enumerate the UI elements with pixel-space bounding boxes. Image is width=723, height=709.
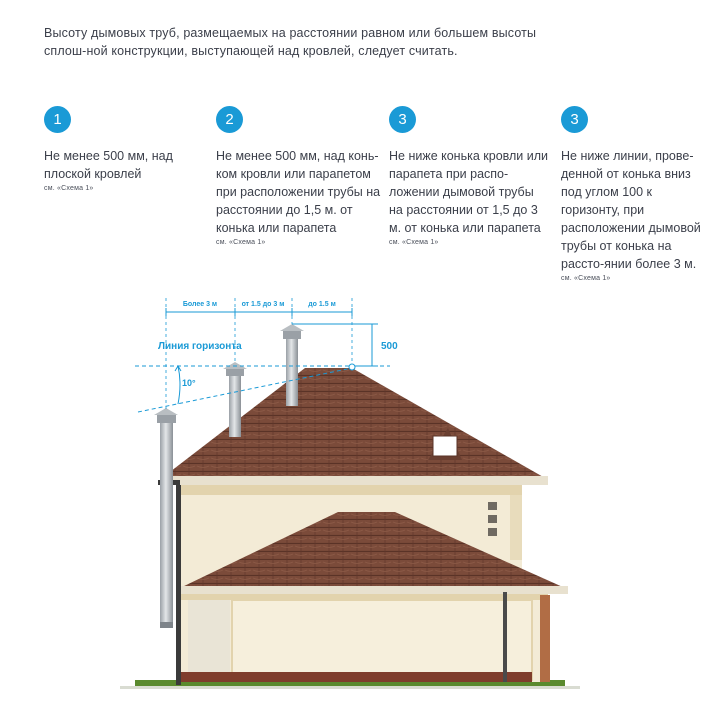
rule-4 xyxy=(561,106,713,282)
dimension-label-1-5-3: от 1.5 до 3 м xyxy=(241,301,285,308)
chimney-cap xyxy=(280,324,304,331)
rule-number-badge: 3 xyxy=(389,106,416,133)
window xyxy=(488,502,497,510)
window xyxy=(488,528,497,536)
chimney-height-diagram xyxy=(0,280,723,709)
lower-roof-eave xyxy=(178,586,568,594)
dimension-label-to-1-5: до 1.5 м xyxy=(308,301,336,308)
rule-reference: см. «Схема 1» xyxy=(216,239,266,246)
rule-2 xyxy=(216,106,386,246)
chimney-cap xyxy=(154,408,178,415)
rule-reference: см. «Схема 1» xyxy=(44,185,94,192)
angle-arc xyxy=(178,366,180,404)
rule-number-badge: 2 xyxy=(216,106,243,133)
rule-text: Не менее 500 мм, над плоской кровлей xyxy=(44,149,173,181)
chimney-right xyxy=(286,338,298,406)
upper-roof xyxy=(162,368,545,478)
porch-post xyxy=(540,595,550,682)
rule-1 xyxy=(44,106,214,192)
downpipe xyxy=(503,592,507,682)
downpipe xyxy=(176,485,181,685)
rule-number-badge: 1 xyxy=(44,106,71,133)
rule-number-badge: 3 xyxy=(561,106,588,133)
rule-text: Не ниже конька кровли или парапета при распо-ложении дымовой трубы на расстоянии от 1,5 до 3 м. от конька или парапета xyxy=(389,149,549,235)
ridge-point xyxy=(349,364,355,370)
angle-label: 10° xyxy=(182,378,196,388)
rule-reference: см. «Схема 1» xyxy=(561,275,611,282)
rule-text: Не ниже линии, прове-денной от конька вниз под углом 100 к горизонту, при расположении дымовой трубы от конька на рассто-янии более 3 м. xyxy=(561,149,701,271)
intro-text: Высоту дымовых труб, размещаемых на расстоянии равном или большем высоты сплош-ной конструкции, выступающей над кровлей, следует считать. xyxy=(44,26,537,58)
dimension-label-more-3: Более 3 м xyxy=(182,301,218,308)
ground-line xyxy=(120,686,580,689)
rule-text: Не менее 500 мм, над конь-ком кровли или парапетом при расположении трубы на расстоянии до 1,5 м. от конька или парапета xyxy=(216,149,381,235)
dormer-window xyxy=(433,436,457,456)
brick-plinth xyxy=(232,672,532,682)
rule-3 xyxy=(389,106,551,246)
horizon-label: Линия горизонта xyxy=(158,341,242,352)
chimney-left xyxy=(160,422,173,622)
chimney-middle xyxy=(229,375,241,437)
window xyxy=(488,515,497,523)
height-label: 500 xyxy=(381,341,398,352)
rule-reference: см. «Схема 1» xyxy=(389,239,439,246)
upper-roof-eave xyxy=(160,476,548,485)
